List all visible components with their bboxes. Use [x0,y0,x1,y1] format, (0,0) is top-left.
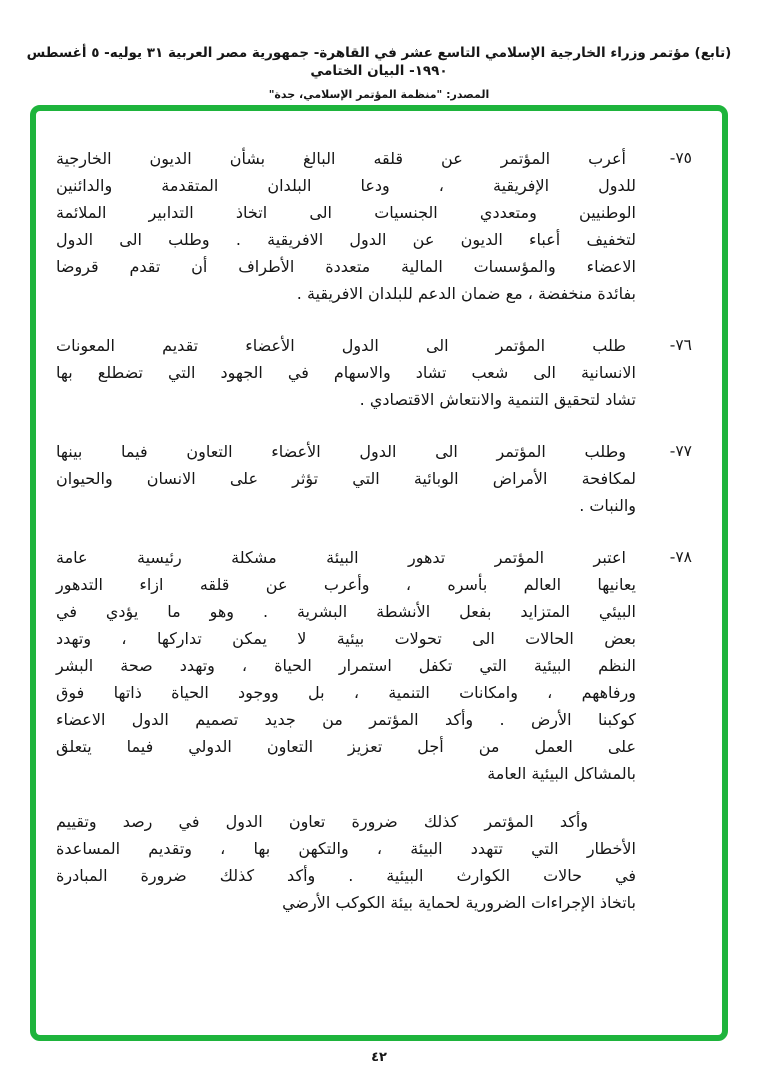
text-line: وطلب المؤتمر الى الدول الأعضاء التعاون فيما بينها [56,442,626,461]
text-line: طلب المؤتمر الى الدول الأعضاء تقديم المعونات [56,336,626,355]
text-line: باتخاذ الإجراءات الضرورية لحماية بيئة الكوكب الأرضي [282,893,636,912]
document-source-line: المصدر: "منظمة المؤتمر الإسلامي، جدة" [268,88,490,101]
paragraph-text [56,438,636,519]
document-title: (تابع) مؤتمر وزراء الخارجية الإسلامي التاسع عشر في القاهرة- جمهورية مصر العربية ٣١ يوليه- ٥ أغسطس ١٩٩٠- البيان الختامي [26,45,732,79]
text-line: أعرب المؤتمر عن قلقه البالغ بشأن الديون الخارجية [56,149,626,168]
text-line: الوطنيين ومتعددي الجنسيات الى اتخاذ التدابير الملائمة [56,203,636,222]
text-line: بالمشاكل البيئية العامة [487,764,636,783]
text-line: كوكبنا الأرض . وأكد المؤتمر من جديد تصميم الدول الاعضاء [56,710,636,729]
paragraph [56,332,692,413]
paragraph-number: ٧٧- [669,442,692,460]
text-line: والنبات . [579,496,636,515]
text-line: النظم البيئية التي تكفل استمرار الحياة ، وتهدد صحة البشر [56,656,636,675]
text-line: وأكد المؤتمر كذلك ضرورة تعاون الدول في رصد وتقييم [56,812,588,831]
paragraph [56,544,692,787]
text-line: الانسانية الى شعب تشاد والاسهام في الجهود التي تضطلع بها [56,363,636,382]
paragraph [56,145,692,307]
text-line: للدول الإفريقية ، ودعا البلدان المتقدمة والدائنين [56,176,636,195]
text-line: اعتبر المؤتمر تدهور البيئة مشكلة رئيسية عامة [56,548,626,567]
paragraph-number: ٧٨- [669,548,692,566]
paragraph-text [56,145,636,307]
text-line: ورفاههم ، وامكانات التنمية ، بل ووجود الحياة ذاتها فوق [56,683,636,702]
text-line: لتخفيف أعباء الديون عن الدول الافريقية . وطلب الى الدول [56,230,636,249]
text-line: الأخطار التي تتهدد البيئة ، والتكهن بها ، وتقديم المساعدة [56,839,636,858]
text-line: بعض الحالات الى تحولات بيئية لا يمكن تداركها ، وتهدد [56,629,636,648]
text-line: تشاد لتحقيق التنمية والانتعاش الاقتصادي . [359,390,636,409]
text-line: بفائدة منخفضة ، مع ضمان الدعم للبلدان الافريقية . [296,284,636,303]
text-line: يعانيها العالم بأسره ، وأعرب عن قلقه ازاء التدهور [56,575,636,594]
text-line: الاعضاء والمؤسسات المالية متعددة الأطراف أن تقدم قروضا [56,257,636,276]
text-line: في حالات الكوارث البيئية . وأكد كذلك ضرورة المبادرة [56,866,636,885]
paragraph-number: ٧٥- [669,149,692,167]
page-number: ٤٢ [371,1050,387,1065]
paragraph-text [56,544,636,787]
paragraph [56,438,692,519]
paragraph [56,808,692,916]
paragraph-number [648,808,692,916]
text-line: البيئي المتزايد بفعل الأنشطة البشرية . وهو ما يؤدي في [56,602,636,621]
paragraph-text [56,332,636,413]
document-header [0,0,758,101]
paragraph-number: ٧٦- [669,336,692,354]
text-line: لمكافحة الأمراض الوبائية التي تؤثر على الانسان والحيوان [56,469,636,488]
paragraph-text [56,808,636,916]
content-frame [30,105,728,1041]
paragraph-list [36,111,722,916]
text-line: على العمل من أجل تعزيز التعاون الدولي فيما يتعلق [56,737,636,756]
